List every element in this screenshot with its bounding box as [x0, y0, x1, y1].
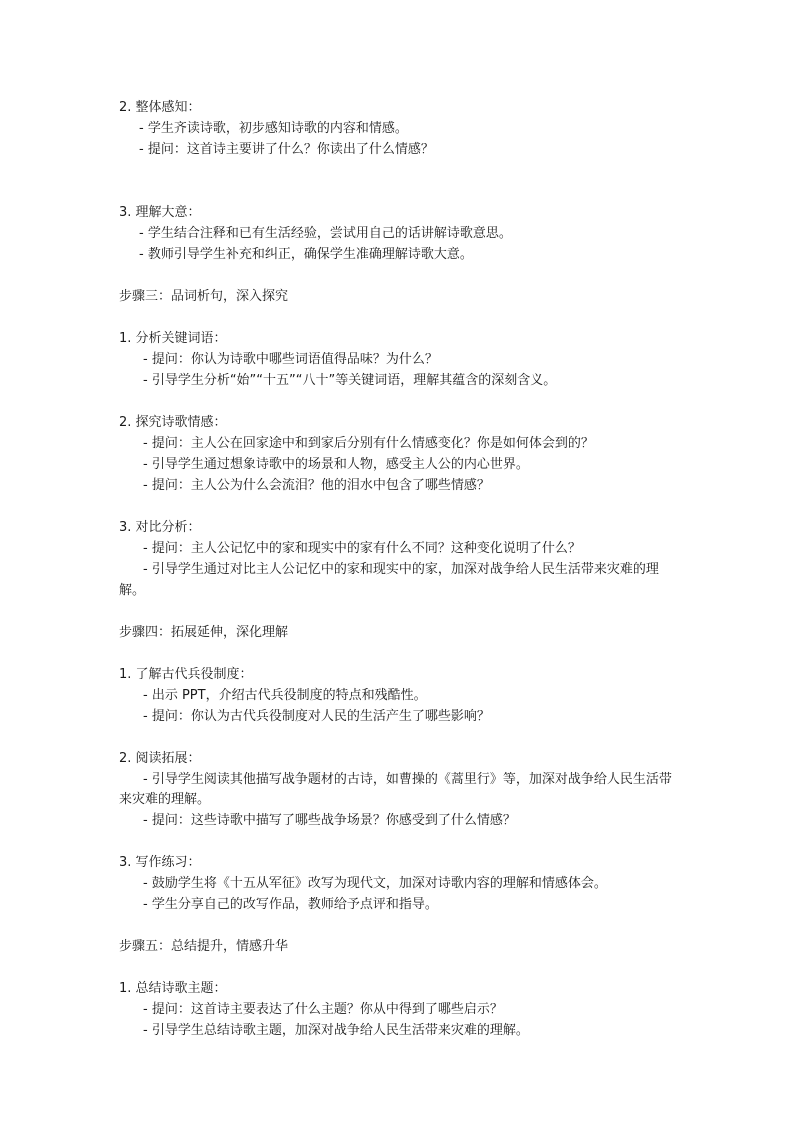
list-item-military-system [119, 665, 679, 728]
list-item-writing-practice [119, 853, 679, 916]
bullet-line: - 提问：主人公记忆中的家和现实中的家有什么不同？这种变化说明了什么？ [143, 541, 581, 556]
step-five-heading: 步骤五：总结提升，情感升华 [119, 939, 289, 955]
bullet-line: - 教师引导学生补充和纠正，确保学生准确理解诗歌大意。 [139, 247, 473, 262]
bullet-line: - 出示 PPT，介绍古代兵役制度的特点和残酷性。 [143, 687, 427, 703]
bullet-line: - 提问：这首诗主要讲了什么？你读出了什么情感？ [139, 142, 434, 157]
bullet-line: - 引导学生通过想象诗歌中的场景和人物，感受主人公的内心世界。 [143, 457, 529, 472]
bullet-line: - 学生分享自己的改写作品，教师给予点评和指导。 [143, 897, 438, 913]
bullet-line: - 学生结合注释和已有生活经验，尝试用自己的话讲解诗歌意思。 [139, 226, 512, 241]
bullet-line: - 引导学生通过对比主人公记忆中的家和现实中的家，加深对战争给人民生活带来灾难的理解。 [119, 562, 659, 598]
bullet-line: - 引导学生总结诗歌主题，加深对战争给人民生活带来灾难的理解。 [143, 1023, 529, 1039]
item-title: 1. 了解古代兵役制度： [119, 666, 253, 682]
item-title: 1. 总结诗歌主题： [119, 981, 227, 997]
bullet-line: - 提问：主人公在回家途中和到家后分别有什么情感变化？你是如何体会到的？ [143, 436, 594, 451]
list-item-poem-emotion [119, 413, 679, 497]
list-item-understand-meaning [119, 203, 679, 266]
list-item-key-words [119, 329, 679, 392]
list-item-comparison [119, 518, 679, 602]
bullet-line: - 提问：这首诗主要表达了什么主题？你从中得到了哪些启示？ [143, 1002, 503, 1018]
item-title: 2. 整体感知： [119, 100, 201, 115]
list-item-reading-extension [119, 749, 679, 833]
bullet-line: - 引导学生分析“始”“十五”“八十”等关键词语，理解其蕴含的深刻含义。 [143, 373, 557, 388]
list-item-summarize-theme [119, 979, 679, 1042]
step-four-heading: 步骤四：拓展延伸，深化理解 [119, 624, 289, 640]
item-title: 2. 阅读拓展： [119, 750, 201, 766]
item-title: 3. 理解大意： [119, 205, 201, 220]
list-item-overall-perception [119, 98, 679, 161]
bullet-line: - 提问：你认为古代兵役制度对人民的生活产生了哪些影响？ [143, 708, 490, 724]
bullet-line: - 鼓励学生将《十五从军征》改写为现代文，加深对诗歌内容的理解和情感体会。 [143, 876, 607, 892]
document-body [119, 98, 679, 1042]
step-three-heading: 步骤三：品词析句，深入探究 [119, 289, 289, 304]
item-title: 2. 探究诗歌情感： [119, 415, 227, 430]
item-title: 1. 分析关键词语： [119, 331, 227, 346]
bullet-line: - 引导学生阅读其他描写战争题材的古诗，如曹操的《蒿里行》等，加深对战争给人民生活带来灾难的理解。 [119, 771, 672, 808]
bullet-line: - 提问：这些诗歌中描写了哪些战争场景？你感受到了什么情感？ [143, 813, 516, 829]
bullet-line: - 提问：主人公为什么会流泪？他的泪水中包含了哪些情感？ [143, 478, 490, 493]
bullet-line: - 学生齐读诗歌，初步感知诗歌的内容和情感。 [139, 121, 408, 136]
bullet-line: - 提问：你认为诗歌中哪些词语值得品味？为什么？ [143, 352, 438, 367]
item-title: 3. 对比分析： [119, 520, 201, 535]
item-title: 3. 写作练习： [119, 855, 201, 871]
